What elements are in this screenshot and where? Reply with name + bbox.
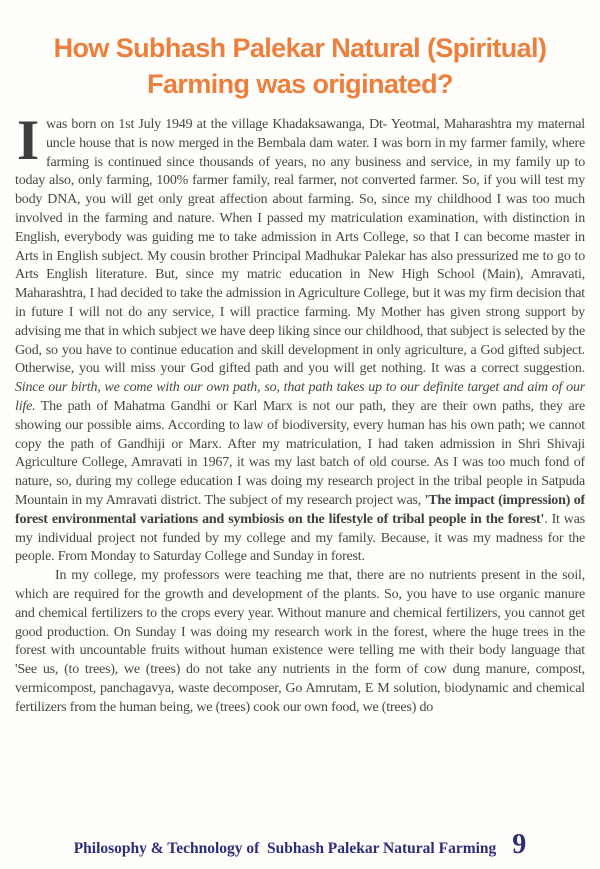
footer-book-title: Philosophy & Technology of Subhash Palekar Natural Farming — [73, 840, 497, 857]
paragraph-1-segment-1: was born on 1st July 1949 at the village Khadaksawanga, Dt- Yeotmal, Maharashtra my maternal uncle house that is now merged in the Bembala dam water. I was born in my farmer family, where farming is continued since thousands of years, no any business and service, in my family up to today also, only farming, 100% farmer family, real farmer, not converted farmer. So, if you will test my body DNA, you will get only great affection about farming. So, since my childhood I was too much involved in the farming and nature. When I passed my matriculation examination, with distinction in English, everybody was guiding me to take admission in Arts College, so that I can become master in Arts in English subject. My cousin brother Principal Madhukar Palekar has also pressurized me to go to Arts English literature. But, since my matric education in New High School (Main), Amravati, Maharashtra, I had decided to take the admission in Agriculture College, but it was my firm decision that in future I will not do any service, I will practice farming. My Mother has given strong support by advising me that in which subject we have deep liking since our childhood, that subject is selected by the God, so you have to continue education and skill development in only agriculture, a God gifted subject. Otherwise, you will miss your God gifted path and you will get nothing. It was a correct suggestion. — [15, 117, 585, 377]
title-line-1: How Subhash Palekar Natural (Spiritual) — [53, 33, 547, 63]
drop-cap: I — [17, 116, 39, 172]
article-body — [15, 116, 585, 822]
page-footer — [0, 831, 600, 859]
title-line-2: Farming was originated? — [147, 69, 453, 99]
paragraph-1 — [15, 116, 585, 567]
paragraph-1-segment-2: The path of Mahatma Gandhi or Karl Marx is not our path, they are their own paths, they are showing our possible aims. According to law of biodiversity, every human has his own path; we cannot copy the path of Gandhiji or Marx. After my matriculation, I had taken admission in Shri Shivaji Agriculture College, Amravati in 1967, it was my last batch of old course. As I was too much fond of nature, so, during my college education I was doing my research project in the tribal people in Satpuda Mountain in my Amravati district. The subject of my research project was, — [15, 398, 585, 508]
paragraph-1-italic-quote: Since our birth, we come with our own path, so, that path takes up to our definite target and aim of our life. — [15, 380, 585, 414]
page-number: 9 — [512, 829, 527, 860]
page-title — [12, 30, 588, 102]
paragraph-1-segment-3: . It was my individual project not funded by my college and my family. Because, it was my madness for the people. From Monday to Saturday College and Sunday in forest. — [15, 511, 585, 565]
paragraph-1-bold-research-title: 'The impact (impression) of forest environmental variations and symbiosis on the lifestyle of tribal people in the forest' — [15, 492, 585, 527]
paragraph-2: In my college, my professors were teaching me that, there are no nutrients present in the soil, which are required for the growth and development of the plants. So, you have to use organic manure and chemical fertilizers to the crops every year. Without manure and chemical fertilizers, you cannot get good production. On Sunday I was doing my research work in the forest, where the huge trees in the forest with uncountable fruits without human existence were telling me with their body language that 'See us, (to trees), we (trees) do not take any nutrients in the form of cow dung manure, compost, vermicompost, panchagavya, waste decomposer, Go Amrutam, E M solution, biodynamic and chemical fertilizers from the human being, we (trees) cook our own food, we (trees) do — [15, 568, 585, 715]
